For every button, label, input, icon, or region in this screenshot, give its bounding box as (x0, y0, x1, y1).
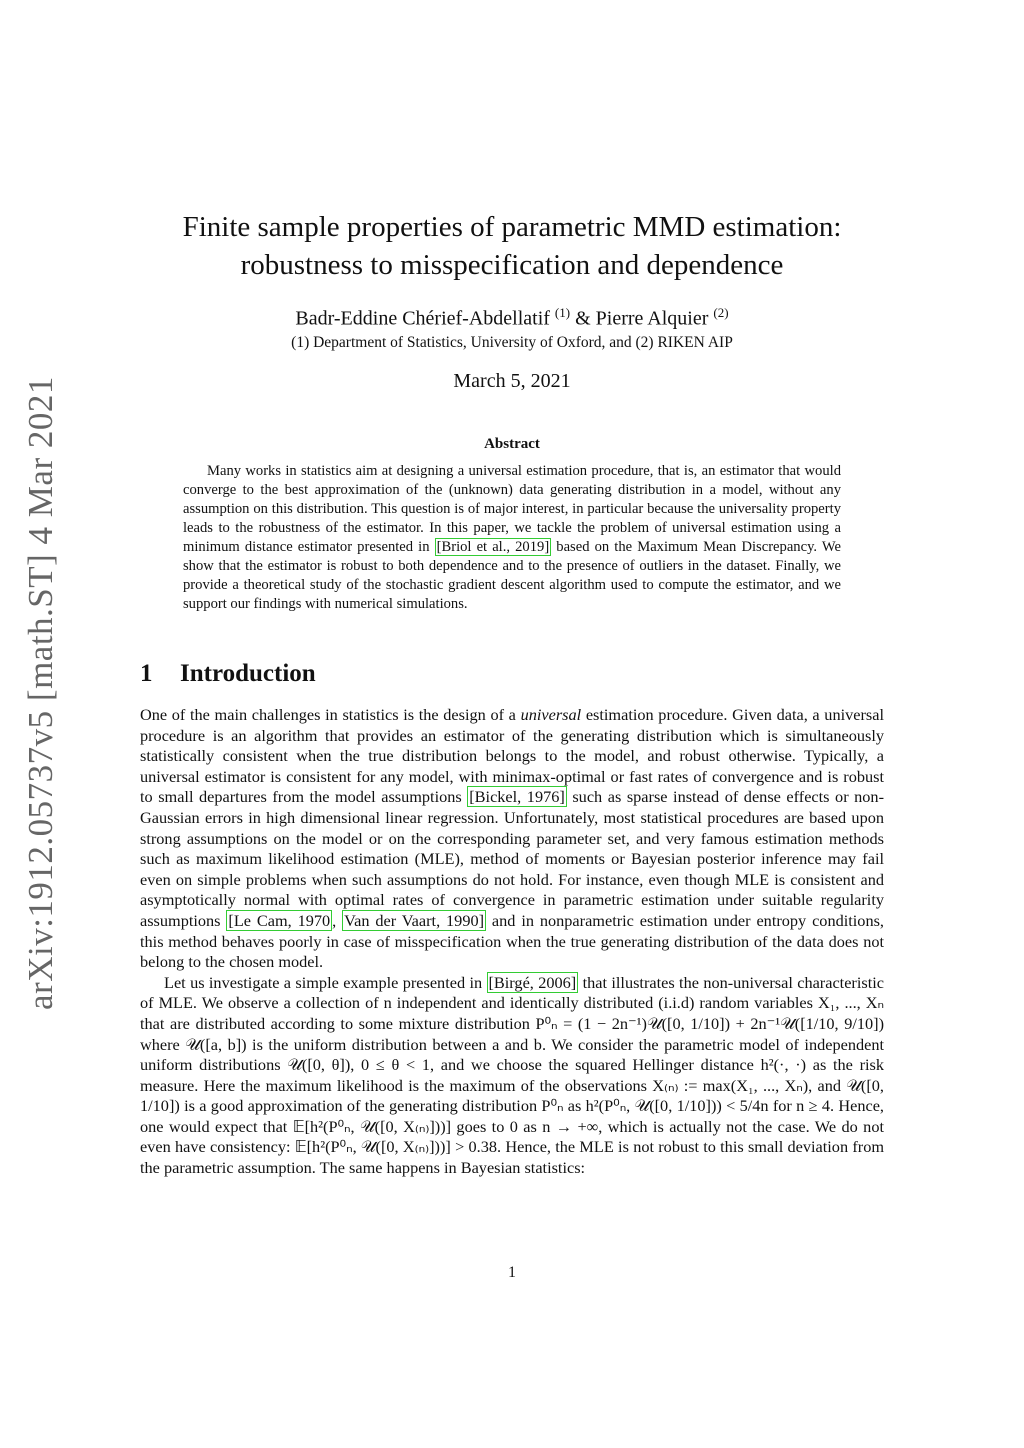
p1-text-4: , (332, 910, 343, 930)
paragraph-1 (140, 705, 884, 973)
introduction-body (140, 705, 884, 1179)
section-title: Introduction (180, 660, 316, 687)
p2-text-1: Let us investigate a simple example presented in (164, 972, 487, 992)
abstract-text-1: Many works in statistics aim at designing a universal estimation procedure, that is, an estimator that would converge to the best approximation of the (unknown) data generating distribution in a model, without any assumption on this distribution. This question is of major interest, in particular because the universality property leads to the robustness of the estimator. In this paper, we tackle the problem of universal estimation using a minimum distance estimator presented in (183, 463, 841, 555)
author-2: Pierre Alquier (595, 307, 709, 330)
arxiv-identifier: arXiv:1912.05737v5 [math.ST] 4 Mar 2021 (21, 376, 60, 1010)
affiliations: (1) Department of Statistics, University of Oxford, and (2) RIKEN AIP (291, 334, 733, 351)
author-2-affiliation-mark: (2) (713, 305, 729, 320)
author-1: Badr-Eddine Chérief-Abdellatif (295, 307, 550, 330)
p1-text-5: and in nonparametric estimation under entropy conditions, this method behaves poorly in case of misspecification when the true generating distribution of the data does not belong to the chosen model. (140, 910, 884, 972)
author-1-affiliation-mark: (1) (554, 305, 571, 320)
publication-date: March 5, 2021 (453, 370, 571, 392)
p1-text-3: such as sparse instead of dense effects or non-Gaussian errors in high dimensional linear regression. Unfortunately, most statistical procedures are based upon strong assumptions on the model or on the corresponding parameter set, and very famous estimation methods such as maximum likelihood estimation (MLE), method of moments or Bayesian posterior inference may fail even on simple problems when such assumptions do not hold. For instance, even though MLE is consistent and asymptotically normal with optimal rates of convergence in parametric estimation under suitable regularity assumptions (140, 787, 884, 930)
citation-bickel-1976[interactable]: [Bickel, 1976] (469, 787, 565, 807)
abstract-text-2: based on the Maximum Mean Discrepancy. We show that the estimator is robust to both dependence and to the presence of outliers in the dataset. Finally, we provide a theoretical study of the stochastic gradient descent algorithm used to compute the estimator, and we support our findings with numerical simulations. (183, 539, 841, 612)
section-heading-introduction (140, 660, 316, 688)
title-line-2: robustness to misspecification and dependence (240, 249, 784, 281)
abstract-heading: Abstract (484, 436, 540, 452)
citation-van-der-vaart-1990[interactable]: Van der Vaart, 1990] (344, 910, 485, 930)
p1-emphasis: universal (520, 705, 582, 724)
p2-text-2: that illustrates the non-universal characteristic of MLE. We observe a collection of n independent and identically distributed (i.i.d) random variables X₁, ..., Xₙ that are distributed according to some mixture distribution P⁰ₙ = (1 − 2n⁻¹)𝒰([0, 1/10]) + 2n⁻¹𝒰([1/10, 9/10]) where 𝒰([a, b]) is the uniform distribution between a and b. We consider the parametric model of independent uniform distributions 𝒰([0, θ]), 0 ≤ θ < 1, and we choose the squared Hellinger distance h²(·, ·) as the risk measure. Here the maximum likelihood is the maximum of the observations X₍ₙ₎ := max(X₁, ..., Xₙ), and 𝒰([0, 1/10]) is a good approximation of the generating distribution P⁰ₙ as h²(P⁰ₙ, 𝒰([0, 1/10])) < 5/4n for n ≥ 4. Hence, one would expect that 𝔼[h²(P⁰ₙ, 𝒰([0, X₍ₙ₎]))] goes to 0 as n → +∞, which is actually not the case. We do not even have consistency: 𝔼[h²(P⁰ₙ, 𝒰([0, X₍ₙ₎]))] > 0.38. Hence, the MLE is not robust to this small deviation from the parametric assumption. The same happens in Bayesian statistics: (140, 972, 884, 1178)
citation-briol-2019[interactable]: [Briol et al., 2019] (436, 539, 550, 555)
author-list (140, 305, 884, 331)
page-number: 1 (508, 1264, 516, 1281)
paragraph-2 (140, 973, 884, 1179)
title-line-1: Finite sample properties of parametric MMD estimation: (182, 211, 842, 243)
p1-text-1: One of the main challenges in statistics is the design of a (140, 705, 521, 724)
p1-text-2: estimation procedure. Given data, a universal procedure is an algorithm that provides an estimator of the generating distribution which is simultaneously statistically consistent when the true distribution belongs to the model, and robust otherwise. Typically, a universal estimator is consistent for any model, with minimax-optimal or fast rates of convergence and is robust to small departures from the model assumptions (140, 705, 884, 807)
author-separator: & (570, 307, 596, 330)
citation-birge-2006[interactable]: [Birgé, 2006] (488, 972, 577, 992)
section-number: 1 (140, 660, 153, 687)
abstract-body (183, 462, 841, 614)
paper-title (140, 208, 884, 284)
citation-le-cam-1970[interactable]: [Le Cam, 1970 (228, 910, 331, 930)
